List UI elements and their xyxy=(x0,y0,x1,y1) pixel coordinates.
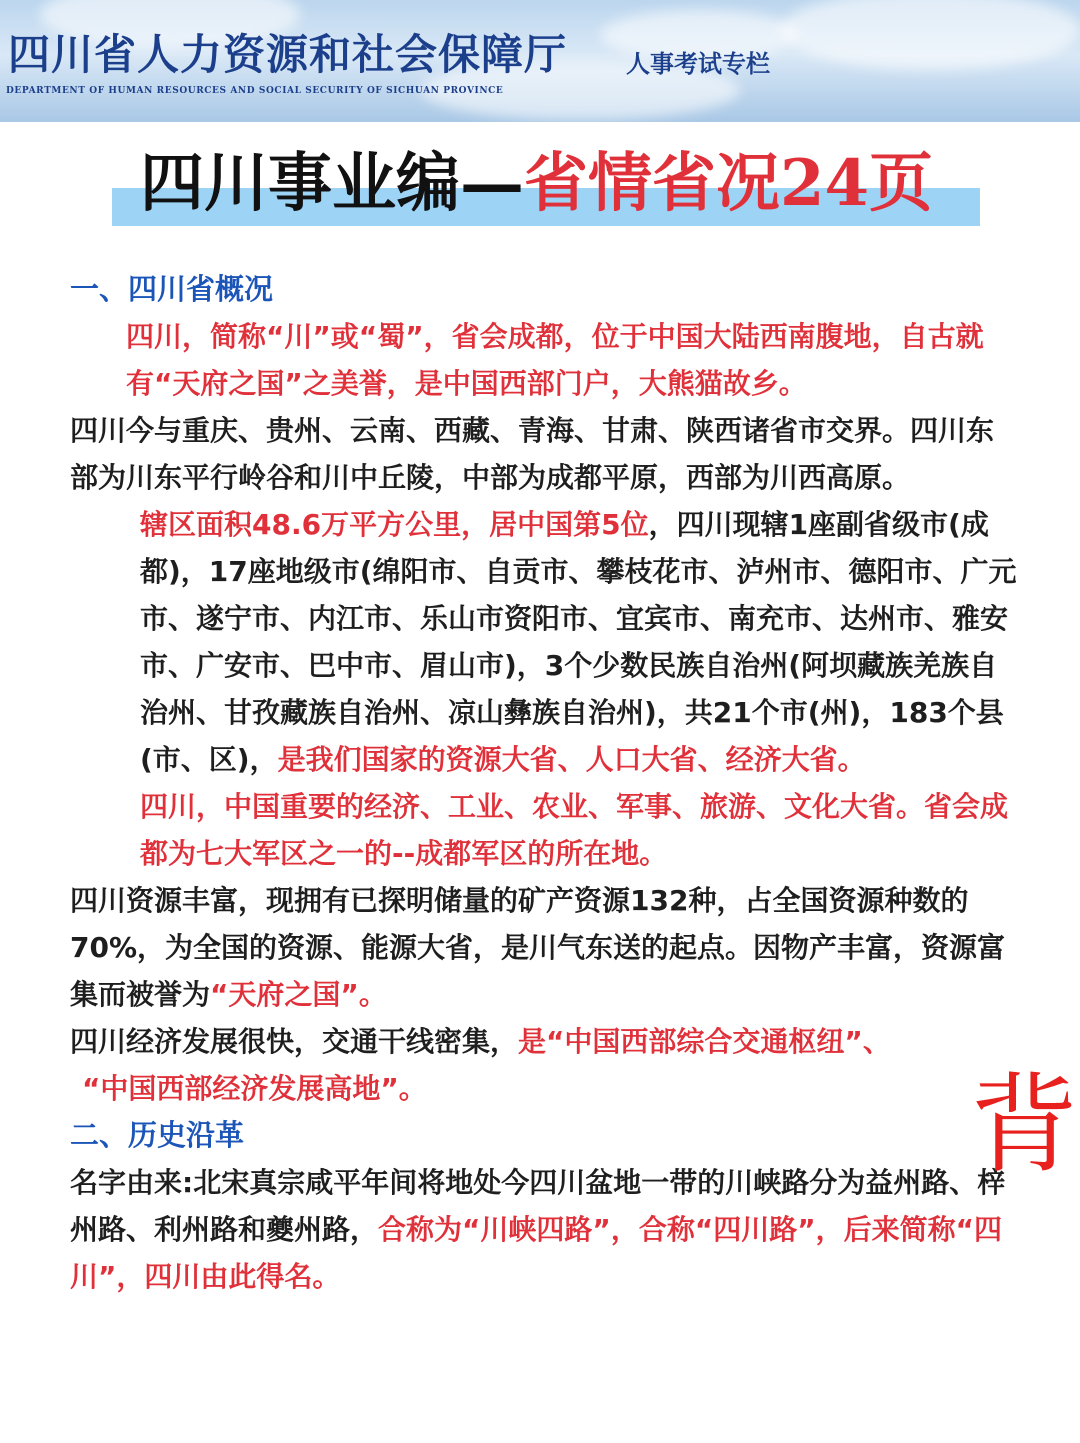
text-cities: ，四川现辖1座副省级市(成都)，17座地级市(绵阳市、自贡市、攀枝花市、泸州市、德阳市、广元市、遂宁市、内江市、乐山市资阳市、宜宾市、南充市、达州市、雅安市、广安市、巴中市、眉山市)，3个少数民族自治州(阿坝藏族羌族自治州、甘孜藏族自治州、凉山彝族自治州)，共21个市(州)，183个县(市、区)， xyxy=(140,508,1017,776)
text-tianfu: “天府之国”。 xyxy=(210,978,387,1011)
paragraph-intro: 四川，简称“川”或“蜀”，省会成都，位于中国大陆西南腹地，自古就有“天府之国”之美誉，是中国西部门户，大熊猫故乡。 xyxy=(126,320,984,400)
title-part-black: 四川事业编— xyxy=(140,146,524,221)
paragraph-importance: 四川，中国重要的经济、工业、农业、军事、旅游、文化大省。省会成都为七大军区之一的--成都军区的所在地。 xyxy=(140,790,1009,870)
text-area-rank: 辖区面积48.6万平方公里，居中国第5位 xyxy=(140,508,649,541)
paragraph-transport xyxy=(70,1018,1020,1065)
paragraph-geography: 四川今与重庆、贵州、云南、西藏、青海、甘肃、陕西诸省市交界。四川东部为川东平行岭谷和川中丘陵，中部为成都平原，西部为川西高原。 xyxy=(70,414,995,494)
text-name-origin: 名字由来:北宋真宗咸平年间将地处今四川盆地一带的川峡路分为益州路、梓州路、利州路和夔州路， xyxy=(70,1166,1006,1246)
title-part-red: 省情省况24页 xyxy=(524,146,934,221)
article-body xyxy=(70,266,1020,1300)
department-name: 四川省人力资源和社会保障厅 xyxy=(8,30,568,79)
text-name-meaning: 合称为“川峡四路”，合称“四川路”，后来简称“四川”，四川由此得名。 xyxy=(70,1213,1003,1293)
text-province-status: 是我们国家的资源大省、人口大省、经济大省。 xyxy=(277,743,866,776)
text-transport-hub: 是“中国西部综合交通枢纽”、 xyxy=(518,1025,891,1058)
paragraph-resources xyxy=(70,877,1020,1018)
text-transport: 四川经济发展很快，交通干线密集， xyxy=(70,1025,519,1058)
header-banner xyxy=(0,0,1080,122)
handwritten-note: 背 xyxy=(970,1063,1079,1188)
section-heading-overview: 一、四川省概况 xyxy=(70,272,274,306)
text-resources: 四川资源丰富，现拥有已探明储量的矿产资源132种，占全国资源种数的70%，为全国的资源、能源大省，是川气东送的起点。因物产丰富，资源富集而被誉为 xyxy=(70,884,1006,1011)
page-title xyxy=(112,140,980,232)
department-name-english: DEPARTMENT OF HUMAN RESOURCES AND SOCIAL SECURITY OF SICHUAN PROVINCE xyxy=(6,86,504,96)
paragraph-economic-highland: “中国西部经济发展高地”。 xyxy=(82,1072,427,1105)
column-tag: 人事考试专栏 xyxy=(626,49,770,78)
paragraph-admin-divisions xyxy=(70,501,1020,783)
section-heading-history: 二、历史沿革 xyxy=(70,1118,245,1152)
paragraph-name-origin xyxy=(70,1159,1020,1300)
